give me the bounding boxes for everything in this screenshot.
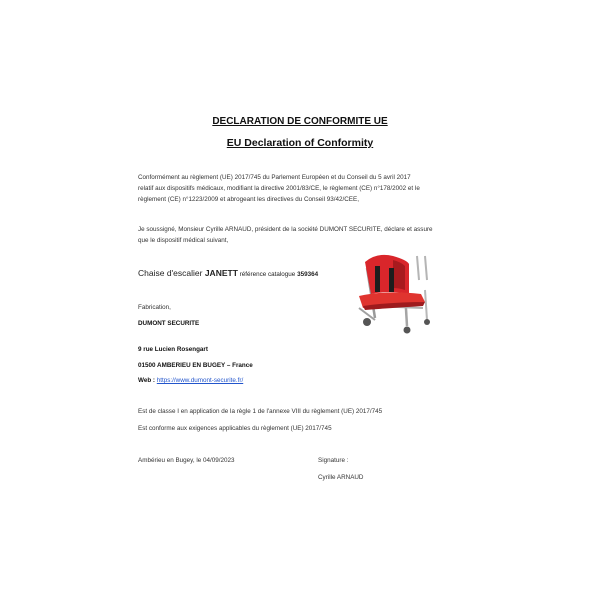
manufacturer-web	[138, 377, 243, 384]
declaration-paragraph	[138, 224, 468, 246]
manufacturer-company: DUMONT SECURITE	[138, 320, 200, 327]
product-ref-label: référence catalogue	[237, 271, 298, 278]
manufacturer-city: 01500 AMBERIEU EN BUGEY – France	[138, 362, 253, 369]
product-ref-number: 359364	[297, 271, 319, 278]
title-french: DECLARATION DE CONFORMITE UE	[212, 116, 388, 127]
product-name: JANETT	[204, 268, 238, 278]
web-label: Web :	[138, 377, 157, 384]
product-prefix: Chaise d'escalier	[138, 268, 205, 278]
signatory-name: Cyrille ARNAUD	[318, 474, 364, 481]
intro-line: règlement (CE) n°1223/2009 et abrogeant les directives du Conseil 93/42/CEE,	[138, 196, 359, 203]
intro-paragraph	[138, 172, 468, 205]
product-line	[138, 268, 318, 278]
manufacturer-street: 9 rue Lucien Rosengart	[138, 346, 208, 353]
stair-chair-image	[345, 250, 435, 340]
intro-line: relatif aux dispositifs médicaux, modifiant la directive 2001/83/CE, le règlement (CE) n°178/2002 et le	[138, 185, 420, 192]
website-link[interactable]: https://www.dumont-securite.fr/	[156, 377, 244, 384]
classification-line: Est de classe I en application de la règle 1 de l'annexe VIII du règlement (UE) 2017/745	[138, 408, 383, 415]
declaration-line: que le dispositif médical suivant,	[138, 237, 229, 244]
place-date: Ambérieu en Bugey, le 04/09/2023	[138, 457, 235, 464]
manufacturer-label: Fabrication,	[138, 304, 171, 311]
title-english: EU Declaration of Conformity	[226, 137, 374, 149]
declaration-line: Je soussigné, Monsieur Cyrille ARNAUD, président de la société DUMONT SECURITE, déclare et assure	[138, 226, 433, 233]
signature-label: Signature :	[318, 457, 349, 464]
conformity-line: Est conforme aux exigences applicables du règlement (UE) 2017/745	[138, 425, 332, 432]
intro-line: Conformément au règlement (UE) 2017/745 du Parlement Européen et du Conseil du 5 avril 2017	[138, 174, 411, 181]
